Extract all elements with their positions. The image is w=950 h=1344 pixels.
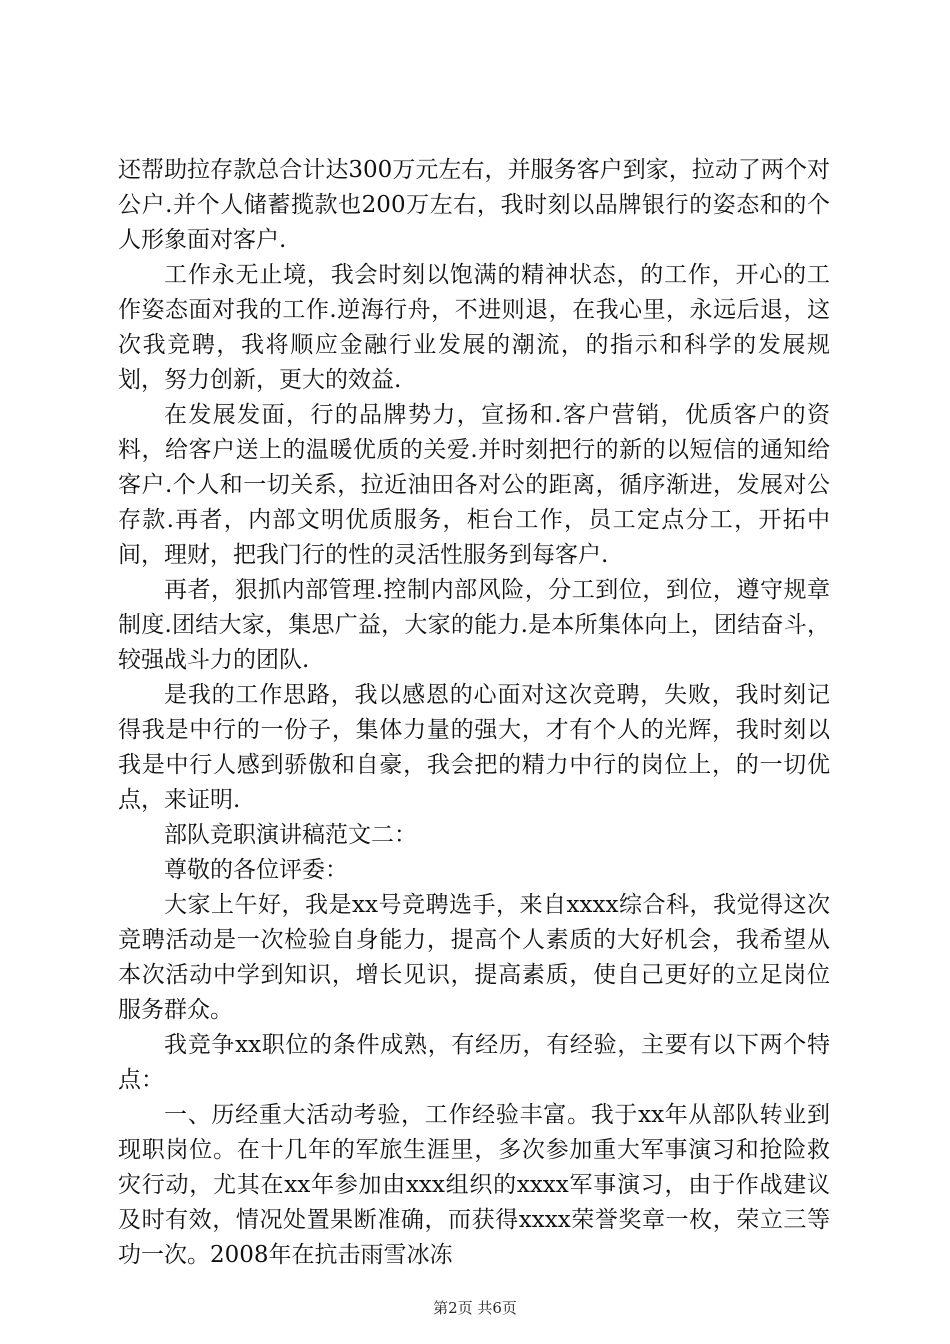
section-heading: 部队竞职演讲稿范文二： — [164, 822, 417, 848]
paragraph: 在发展发面，行的品牌势力，宣扬和.客户营销，优质客户的资料，给客户送上的温暖优质的关爱.并时刻把行的新的以短信的通知给客户.个人和一切关系，拉近油田各对公的距离，循序渐进，发展对公存款.再者，内部文明优质服务，柜台工作，员工定点分工，开拓中间，理财，把我门行的性的灵活性服务到每客户. — [118, 402, 830, 568]
document-body — [118, 153, 830, 1273]
paragraph: 大家上午好，我是xx号竞聘选手，来自xxxx综合科，我觉得这次竞聘活动是一次检验自身能力，提高个人素质的大好机会，我希望从本次活动中学到知识，增长见识，提高素质，使自己更好的立足岗位服务群众。 — [118, 892, 830, 1023]
paragraph: 一、历经重大活动考验，工作经验丰富。我于xx年从部队转业到现职岗位。在十几年的军旅生涯里，多次参加重大军事演习和抢险救灾行动，尤其在xx年参加由xxx组织的xxxx军事演习，由于作战建议及时有效，情况处置果断准确，而获得xxxx荣誉奖章一枚，荣立三等功一次。2008年在抗击雨雪冰冻 — [118, 1102, 830, 1268]
paragraph: 我竞争xx职位的条件成熟，有经历，有经验，主要有以下两个特点： — [118, 1032, 830, 1093]
paragraph: 还帮助拉存款总合计达300万元左右，并服务客户到家，拉动了两个对公户.并个人储蓄揽款也200万左右，我时刻以品牌银行的姿态和的个人形象面对客户. — [118, 157, 830, 253]
paragraph: 是我的工作思路，我以感恩的心面对这次竞聘，失败，我时刻记得我是中行的一份子，集体力量的强大，才有个人的光辉，我时刻以我是中行人感到骄傲和自豪，我会把的精力中行的岗位上，的一切优点，来证明. — [118, 682, 830, 813]
paragraph: 再者，狠抓内部管理.控制内部风险，分工到位，到位，遵守规章制度.团结大家，集思广益，大家的能力.是本所集体向上，团结奋斗，较强战斗力的团队. — [118, 577, 830, 673]
page-number-footer: 第2页 共6页 — [433, 1299, 517, 1317]
salutation: 尊敬的各位评委： — [164, 857, 348, 883]
paragraph: 工作永无止境，我会时刻以饱满的精神状态，的工作，开心的工作姿态面对我的工作.逆海行舟，不进则退，在我心里，永远后退，这次我竞聘，我将顺应金融行业发展的潮流，的指示和科学的发展规划，努力创新，更大的效益. — [118, 262, 830, 393]
